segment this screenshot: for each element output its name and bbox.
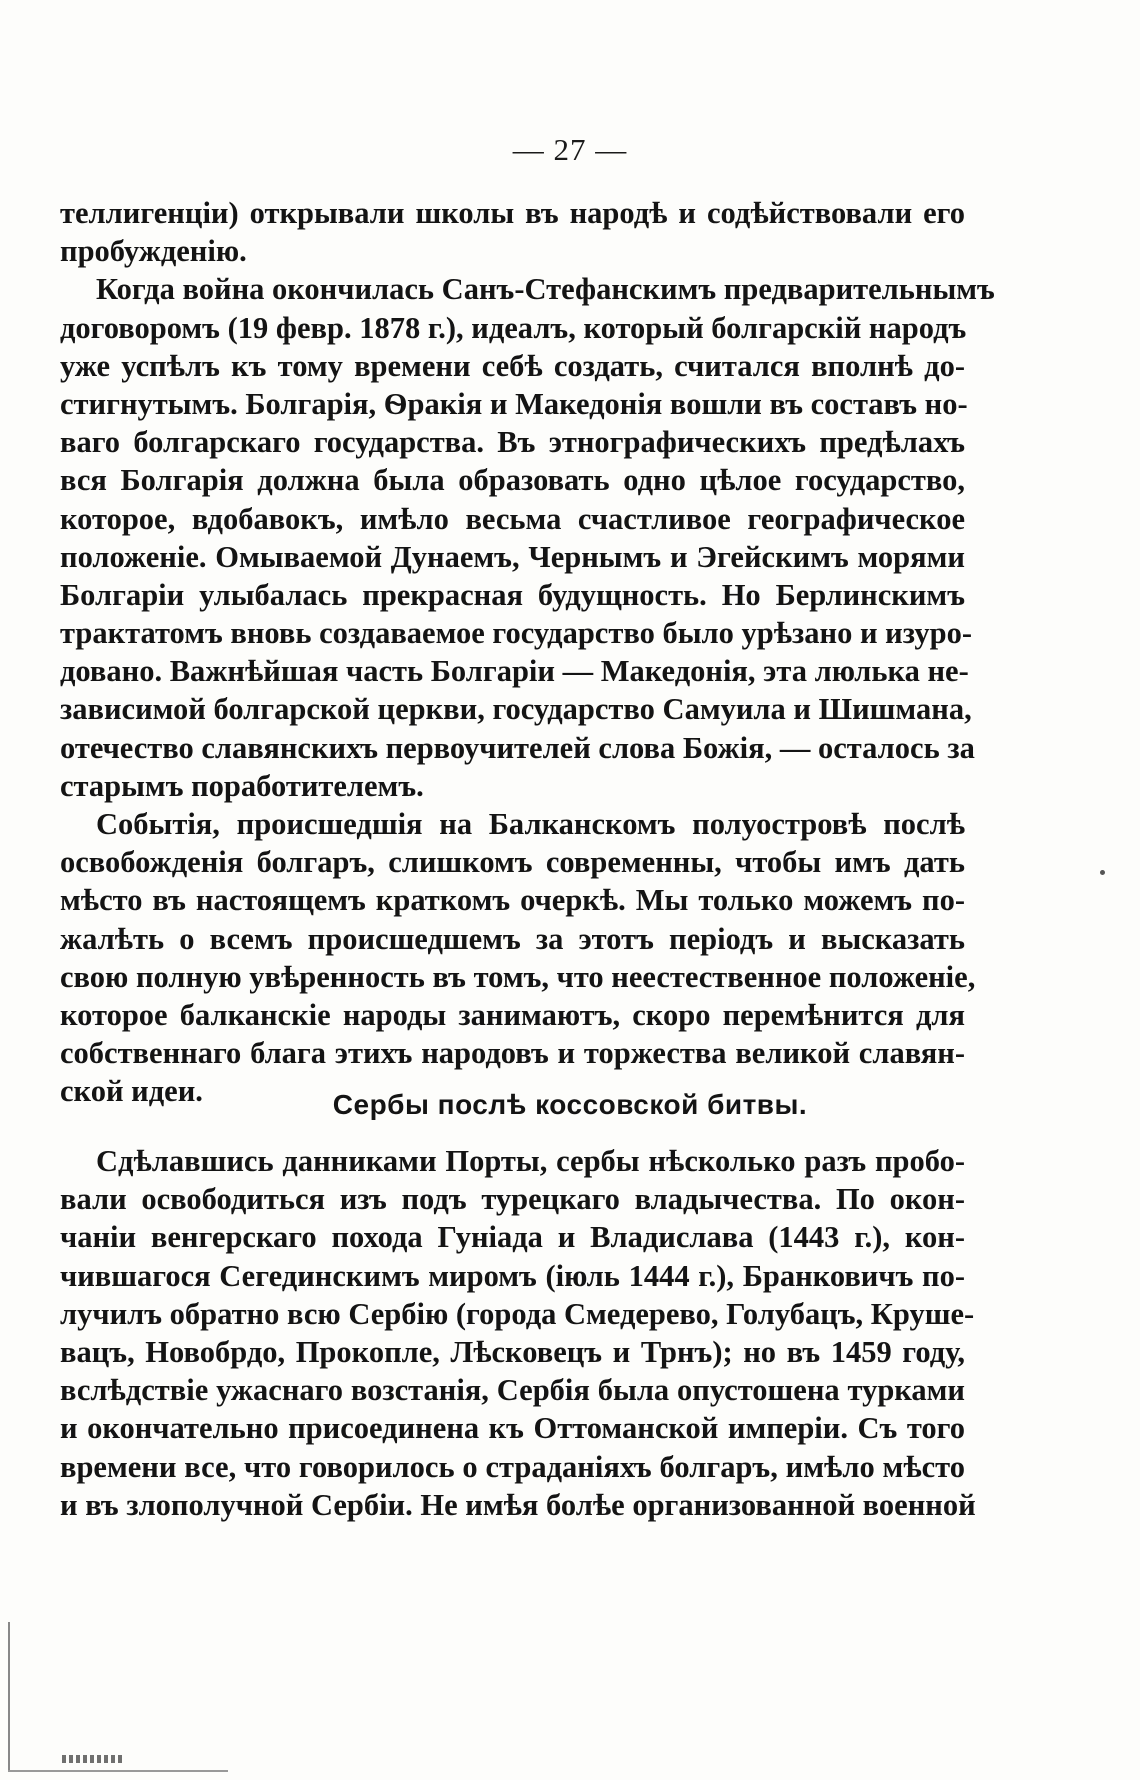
text-line: пробужденію. [60, 234, 247, 269]
text-line: собственнаго блага этихъ народовъ и торжества великой славян- [60, 1036, 965, 1071]
text-line: которое, вдобавокъ, имѣло весьма счастливое географическое [60, 501, 965, 536]
text-line: чаніи венгерскаго похода Гуніада и Владислава (1443 г.), кон- [60, 1220, 965, 1255]
scan-edge-mark [8, 1622, 10, 1772]
text-line: свою полную увѣренность въ томъ, что неестественное положеніе, [60, 959, 976, 994]
text-line: чившагося Сегединскимъ миромъ (іюль 1444 г.), Бранковичъ по- [60, 1258, 965, 1293]
text-line: вацъ, Новобрдо, Прокопле, Лѣсковецъ и Трнъ); но въ 1459 году, [60, 1334, 965, 1369]
text-line: договоромъ (19 февр. 1878 г.), идеалъ, который болгарскій народъ [60, 310, 967, 345]
text-line: и окончательно присоединена къ Оттоманской имперіи. Съ того [60, 1411, 965, 1446]
page-number: — 27 — [512, 132, 628, 167]
text-line: жалѣть о всемъ происшедшемъ за этотъ періодъ и высказать [60, 921, 965, 956]
text-line: положеніе. Омываемой Дунаемъ, Чернымъ и Эгейскимъ морями [60, 539, 965, 574]
scan-speck [1100, 870, 1105, 875]
scan-smudge [62, 1755, 122, 1763]
text-line: ваго болгарскаго государства. Въ этнографическихъ предѣлахъ [60, 425, 965, 460]
text-line: Сдѣлавшись данниками Порты, сербы нѣсколько разъ пробо- [96, 1144, 965, 1178]
text-line: и въ злополучной Сербіи. Не имѣя болѣе организованной военной [60, 1487, 976, 1522]
text-line: ской идеи. [60, 1074, 203, 1109]
text-line: вся Болгарія должна была образовать одно цѣлое государство, [60, 463, 965, 498]
text-block-bottom [60, 1142, 976, 1524]
section-heading: Сербы послѣ коссовской битвы. [332, 1089, 808, 1120]
text-line: вали освободиться изъ подъ турецкаго владычества. По окон- [60, 1182, 965, 1217]
text-line: Когда война окончилась Санъ-Стефанскимъ предварительнымъ [96, 272, 995, 307]
text-line: лучилъ обратно всю Сербію (города Смедерево, Голубацъ, Круше- [60, 1296, 975, 1331]
text-line: старымъ поработителемъ. [60, 768, 424, 803]
text-line: зависимой болгарской церкви, государство Самуила и Шишмана, [60, 692, 972, 727]
text-line: довано. Важнѣйшая часть Болгаріи — Македонія, эта люлька не- [60, 654, 969, 689]
text-line: уже успѣлъ къ тому времени себѣ создать, считался вполнѣ до- [60, 348, 965, 383]
text-line: теллигенціи) открывали школы въ народѣ и содѣйствовали его [60, 196, 965, 230]
text-line: вслѣдствіе ужаснаго возстанія, Сербія была опустошена турками [60, 1373, 965, 1408]
text-line: трактатомъ вновь создаваемое государство было урѣзано и изуро- [60, 616, 972, 651]
text-line: которое балканскіе народы занимаютъ, скоро перемѣнится для [60, 997, 965, 1032]
text-block-top [60, 194, 995, 1111]
text-line: Событія, происшедшія на Балканскомъ полуостровѣ послѣ [96, 807, 965, 841]
text-line: отечество славянскихъ первоучителей слова Божія, — осталось за [60, 730, 975, 765]
text-line: освобожденія болгаръ, слишкомъ современны, чтобы имъ дать [60, 845, 965, 880]
text-line: стигнутымъ. Болгарія, Ѳракія и Македонія вошли въ составъ но- [60, 386, 968, 421]
scan-edge-mark [8, 1770, 228, 1772]
text-line: времени все, что говорилось о страданіяхъ болгаръ, имѣло мѣсто [60, 1449, 965, 1484]
text-line: Болгаріи улыбалась прекрасная будущность. Но Берлинскимъ [60, 577, 965, 612]
text-line: мѣсто въ настоящемъ краткомъ очеркѣ. Мы только можемъ по- [60, 883, 965, 918]
